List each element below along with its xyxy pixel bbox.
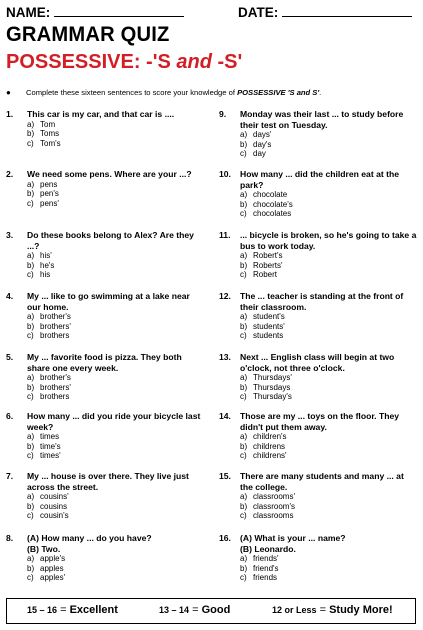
option-letter: b) xyxy=(27,441,35,451)
answer-option[interactable] xyxy=(27,251,206,261)
option-letter: c) xyxy=(27,451,34,461)
question-text: Do these books belong to Alex? Are they ...? xyxy=(27,230,194,251)
answer-option[interactable] xyxy=(27,554,206,564)
question-number: 1. xyxy=(6,109,14,119)
answer-options xyxy=(27,492,206,521)
option-text: chocolates xyxy=(253,209,292,219)
option-text: brother's xyxy=(40,312,71,321)
option-letter: a) xyxy=(240,190,248,199)
score-range: 13 – 14 xyxy=(159,605,190,615)
question-text: Monday was their last ... to study before their test on Tuesday. xyxy=(240,109,404,130)
question-text: We need some pens. Where are your ...? xyxy=(27,169,192,179)
question-13 xyxy=(219,352,419,402)
answer-option[interactable] xyxy=(27,383,206,393)
answer-option[interactable] xyxy=(240,140,419,150)
answer-option[interactable] xyxy=(240,392,419,402)
answer-option[interactable] xyxy=(27,261,206,271)
question-number: 4. xyxy=(6,291,14,301)
option-text: brothers xyxy=(40,331,70,341)
option-text: day xyxy=(253,149,266,159)
answer-option[interactable] xyxy=(240,383,419,393)
option-text: brothers xyxy=(40,392,70,402)
option-letter: c) xyxy=(240,149,247,159)
question-14 xyxy=(219,411,419,461)
option-letter: b) xyxy=(27,563,35,573)
option-letter: b) xyxy=(240,441,248,451)
option-text: students' xyxy=(253,321,285,331)
date-blank-line xyxy=(282,4,412,17)
answer-options xyxy=(240,492,419,521)
option-text: Tom xyxy=(40,119,56,129)
answer-option[interactable] xyxy=(240,432,419,442)
option-letter: c) xyxy=(240,392,247,402)
subtitle-prefix: POSSESSIVE: -'S xyxy=(6,51,177,73)
question-3 xyxy=(6,230,206,280)
option-text: student's xyxy=(253,312,285,321)
question-11 xyxy=(219,230,419,280)
score-range: 15 – 16 xyxy=(27,605,58,615)
question-number: 12. xyxy=(219,291,231,301)
option-letter: c) xyxy=(27,392,34,402)
option-letter: c) xyxy=(240,573,247,583)
option-text: his' xyxy=(40,251,52,260)
answer-option[interactable] xyxy=(27,139,206,149)
option-text: times xyxy=(40,432,60,441)
score-label: Good xyxy=(201,604,231,616)
question-number: 13. xyxy=(219,352,231,362)
answer-option[interactable] xyxy=(240,331,419,341)
option-text: Toms xyxy=(40,129,60,139)
score-label: Excellent xyxy=(69,604,118,616)
option-text: classrooms' xyxy=(253,492,295,501)
answer-option[interactable] xyxy=(27,322,206,332)
question-text: (A) How many ... do you have? (B) Two. xyxy=(27,533,152,554)
option-letter: b) xyxy=(240,199,248,209)
option-text: pens xyxy=(40,179,58,189)
name-blank-line xyxy=(54,4,184,17)
answer-options xyxy=(27,180,206,209)
answer-option[interactable] xyxy=(240,492,419,502)
option-text: brother's xyxy=(40,373,71,382)
option-letter: b) xyxy=(27,189,35,199)
option-text: day's xyxy=(253,139,272,149)
question-number: 6. xyxy=(6,411,14,421)
option-letter: a) xyxy=(27,554,35,563)
answer-option[interactable] xyxy=(240,190,419,200)
answer-options xyxy=(240,251,419,280)
option-letter: a) xyxy=(240,492,248,501)
option-letter: b) xyxy=(240,321,248,331)
question-number: 7. xyxy=(6,471,14,481)
option-text: cousins xyxy=(40,501,68,511)
answer-option[interactable] xyxy=(240,130,419,140)
answer-option[interactable] xyxy=(27,573,206,583)
option-letter: a) xyxy=(27,179,35,189)
question-8 xyxy=(6,533,206,583)
option-letter: b) xyxy=(27,260,35,270)
answer-options xyxy=(240,130,419,159)
option-text: chocolate's xyxy=(253,199,293,209)
answer-option[interactable] xyxy=(240,442,419,452)
score-label: Study More! xyxy=(329,604,393,616)
question-text: My ... like to go swimming at a lake near our home. xyxy=(27,291,190,312)
answer-options xyxy=(27,554,206,583)
option-letter: b) xyxy=(27,501,35,511)
option-text: times' xyxy=(40,451,61,461)
question-1 xyxy=(6,109,206,148)
question-number: 14. xyxy=(219,411,231,421)
question-text: (A) What is your ... name? (B) Leonardo. xyxy=(240,533,346,554)
option-letter: c) xyxy=(240,331,247,341)
answer-option[interactable] xyxy=(27,120,206,130)
option-letter: c) xyxy=(240,209,247,219)
option-text: days' xyxy=(253,130,272,139)
question-number: 3. xyxy=(6,230,14,240)
question-text: Those are my ... toys on the floor. They didn't put them away. xyxy=(240,411,400,432)
option-letter: c) xyxy=(27,198,34,208)
question-number: 15. xyxy=(219,471,231,481)
option-letter: c) xyxy=(27,138,34,148)
answer-option[interactable] xyxy=(240,312,419,322)
option-text: cousins' xyxy=(40,492,69,501)
question-text: My ... house is over there. They live just across the street. xyxy=(27,471,189,492)
bullet-icon: ● xyxy=(6,88,11,97)
answer-option[interactable] xyxy=(240,511,419,521)
option-text: pens' xyxy=(40,198,59,208)
question-12 xyxy=(219,291,419,341)
option-letter: a) xyxy=(240,251,248,260)
question-2 xyxy=(6,169,206,208)
answer-options xyxy=(240,432,419,461)
question-7 xyxy=(6,471,206,521)
answer-option[interactable] xyxy=(240,209,419,219)
answer-option[interactable] xyxy=(240,149,419,159)
option-letter: b) xyxy=(240,501,248,511)
subtitle-suffix: -S' xyxy=(211,51,243,73)
option-letter: b) xyxy=(27,129,35,139)
answer-option[interactable] xyxy=(27,129,206,139)
answer-option[interactable] xyxy=(240,451,419,461)
instructions xyxy=(6,88,418,98)
question-text: How many ... did you ride your bicycle last week? xyxy=(27,411,201,432)
question-number: 10. xyxy=(219,169,231,179)
option-letter: c) xyxy=(27,511,34,521)
answer-options xyxy=(240,373,419,402)
answer-option[interactable] xyxy=(27,312,206,322)
option-letter: c) xyxy=(27,331,34,341)
option-letter: b) xyxy=(240,260,248,270)
option-text: children's xyxy=(253,432,287,441)
question-5 xyxy=(6,352,206,402)
option-text: apple's xyxy=(40,554,66,563)
option-text: students xyxy=(253,331,284,341)
option-text: time's xyxy=(40,441,61,451)
option-letter: a) xyxy=(240,373,248,382)
option-text: classroom's xyxy=(253,501,295,511)
answer-option[interactable] xyxy=(27,451,206,461)
option-letter: a) xyxy=(27,373,35,382)
answer-option[interactable] xyxy=(240,251,419,261)
option-text: apples xyxy=(40,563,64,573)
option-text: friends xyxy=(253,573,278,583)
option-letter: c) xyxy=(240,270,247,280)
option-text: friend's xyxy=(253,563,279,573)
date-label: DATE: xyxy=(238,5,279,20)
option-text: Thursday's xyxy=(253,392,292,402)
answer-options xyxy=(27,120,206,149)
option-text: apples' xyxy=(40,573,66,583)
question-number: 16. xyxy=(219,533,231,543)
option-text: childrens xyxy=(253,441,286,451)
score-range: 12 or Less xyxy=(272,605,317,615)
answer-options xyxy=(240,554,419,583)
question-text: Next ... English class will begin at two o'clock, not three o'clock. xyxy=(240,352,395,373)
answer-option[interactable] xyxy=(27,373,206,383)
page-subtitle xyxy=(6,50,242,74)
answer-options xyxy=(27,373,206,402)
instructions-bold: POSSESSIVE 'S and S' xyxy=(237,88,320,97)
question-text: There are many students and many ... at the college. xyxy=(240,471,404,492)
option-letter: c) xyxy=(240,451,247,461)
option-text: chocolate xyxy=(253,190,288,199)
option-letter: c) xyxy=(240,511,247,521)
scoring-box xyxy=(6,598,416,624)
option-letter: a) xyxy=(27,119,35,129)
option-letter: a) xyxy=(27,312,35,321)
option-letter: a) xyxy=(27,492,35,501)
answer-options xyxy=(240,190,419,219)
answer-option[interactable] xyxy=(27,502,206,512)
question-9 xyxy=(219,109,419,159)
answer-option[interactable] xyxy=(240,564,419,574)
instructions-end: . xyxy=(319,88,322,97)
answer-option[interactable] xyxy=(27,492,206,502)
question-16 xyxy=(219,533,419,583)
answer-option[interactable] xyxy=(240,322,419,332)
page-title: GRAMMAR QUIZ xyxy=(6,23,170,46)
option-text: his xyxy=(40,270,51,280)
name-field xyxy=(6,4,184,21)
answer-option[interactable] xyxy=(27,189,206,199)
option-letter: c) xyxy=(27,573,34,583)
option-text: he's xyxy=(40,260,55,270)
option-text: Tom's xyxy=(40,138,61,148)
answer-option[interactable] xyxy=(240,200,419,210)
answer-options xyxy=(240,312,419,341)
option-letter: a) xyxy=(240,554,248,563)
question-number: 5. xyxy=(6,352,14,362)
question-text: My ... favorite food is pizza. They both share one every week. xyxy=(27,352,182,373)
question-number: 8. xyxy=(6,533,14,543)
option-text: friends' xyxy=(253,554,279,563)
option-letter: b) xyxy=(240,139,248,149)
option-letter: b) xyxy=(240,563,248,573)
option-letter: b) xyxy=(27,382,35,392)
answer-option[interactable] xyxy=(27,442,206,452)
question-text: This car is my car, and that car is .... xyxy=(27,109,175,119)
option-letter: b) xyxy=(27,321,35,331)
question-text: The ... teacher is standing at the front of their classroom. xyxy=(240,291,404,312)
option-text: childrens' xyxy=(253,451,287,461)
score-study-more: 12 or Less = Study More! xyxy=(272,604,393,616)
question-number: 2. xyxy=(6,169,14,179)
name-label: NAME: xyxy=(6,5,51,20)
answer-options xyxy=(27,312,206,341)
answer-option[interactable] xyxy=(240,554,419,564)
option-text: brothers' xyxy=(40,321,71,331)
instructions-text: Complete these sixteen sentences to score your knowledge of xyxy=(26,88,238,97)
score-good: 13 – 14 = Good xyxy=(159,604,231,616)
answer-option[interactable] xyxy=(240,261,419,271)
option-text: classrooms xyxy=(253,511,294,521)
answer-option[interactable] xyxy=(27,180,206,190)
answer-option[interactable] xyxy=(240,502,419,512)
subtitle-and: and xyxy=(176,51,212,73)
answer-option[interactable] xyxy=(240,573,419,583)
option-letter: c) xyxy=(27,270,34,280)
question-number: 11. xyxy=(219,230,231,240)
option-text: Thursdays' xyxy=(253,373,292,382)
answer-option[interactable] xyxy=(27,331,206,341)
option-letter: a) xyxy=(27,251,35,260)
answer-option[interactable] xyxy=(240,270,419,280)
answer-option[interactable] xyxy=(27,392,206,402)
option-text: Thursdays xyxy=(253,382,291,392)
answer-options xyxy=(27,432,206,461)
answer-option[interactable] xyxy=(240,373,419,383)
question-text: How many ... did the children eat at the park? xyxy=(240,169,400,190)
option-letter: a) xyxy=(240,130,248,139)
question-6 xyxy=(6,411,206,461)
question-text: ... bicycle is broken, so he's going to take a bus to work today. xyxy=(240,230,417,251)
score-excellent: 15 – 16 = Excellent xyxy=(27,604,118,616)
option-text: Roberts' xyxy=(253,260,283,270)
option-letter: a) xyxy=(240,312,248,321)
option-letter: a) xyxy=(27,432,35,441)
question-10 xyxy=(219,169,419,219)
option-text: pen's xyxy=(40,189,59,199)
question-4 xyxy=(6,291,206,341)
option-text: brothers' xyxy=(40,382,71,392)
answer-option[interactable] xyxy=(27,270,206,280)
option-letter: b) xyxy=(240,382,248,392)
option-text: cousin's xyxy=(40,511,69,521)
date-field xyxy=(238,4,412,21)
question-15 xyxy=(219,471,419,521)
answer-option[interactable] xyxy=(27,199,206,209)
answer-options xyxy=(27,251,206,280)
answer-option[interactable] xyxy=(27,511,206,521)
option-text: Robert's xyxy=(253,251,283,260)
option-letter: a) xyxy=(240,432,248,441)
question-number: 9. xyxy=(219,109,227,119)
answer-option[interactable] xyxy=(27,564,206,574)
answer-option[interactable] xyxy=(27,432,206,442)
option-text: Robert xyxy=(253,270,278,280)
